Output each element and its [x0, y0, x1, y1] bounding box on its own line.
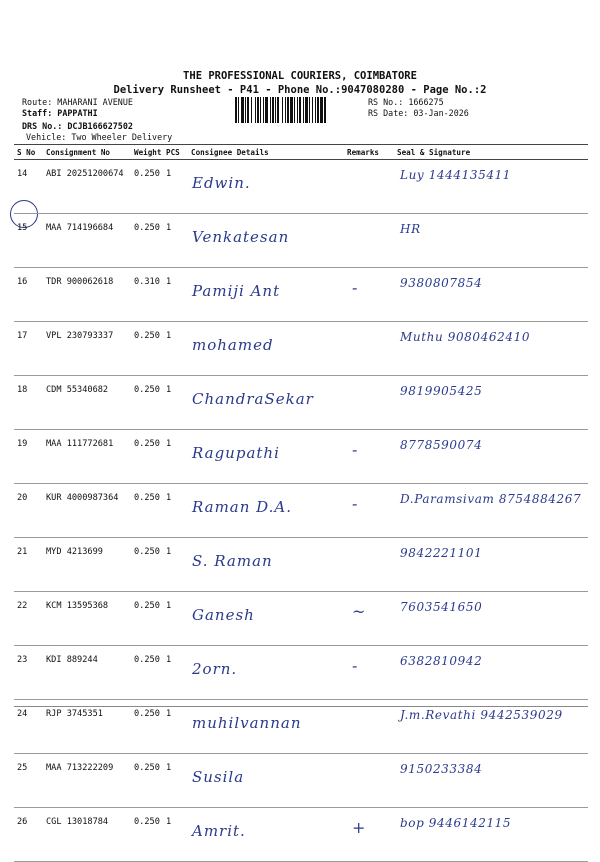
- row-consignment-no: KDI 889244: [43, 646, 131, 700]
- row-consignee-handwritten: S. Raman: [192, 552, 273, 570]
- table-row: [14, 376, 588, 430]
- vehicle-text: Vehicle: Two Wheeler Delivery: [26, 132, 173, 142]
- row-consignee-handwritten: Amrit.: [192, 822, 246, 840]
- row-sno: 25: [14, 754, 43, 808]
- row-pcs: 1: [163, 268, 188, 322]
- sheet-title: Delivery Runsheet - P41 - Phone No.:9047080280 - Page No.:2: [113, 84, 487, 96]
- staff-text: Staff: PAPPATHI: [22, 108, 98, 118]
- table-row: [14, 808, 588, 862]
- barcode: [235, 97, 363, 123]
- row-pcs: 1: [163, 754, 188, 808]
- row-consignee-handwritten: Venkatesan: [192, 228, 290, 246]
- runsheet-table: [14, 144, 588, 862]
- table-row: [14, 484, 588, 538]
- row-pcs: 1: [163, 322, 188, 376]
- row-consignee-handwritten: Raman D.A.: [192, 498, 293, 516]
- row-sno: 17: [14, 322, 43, 376]
- table-row: [14, 754, 588, 808]
- row-signature: 9842221101: [400, 546, 483, 560]
- col-consignee: Consignee Details: [188, 145, 344, 160]
- row-sno: 18: [14, 376, 43, 430]
- row-weight: 0.310: [131, 268, 163, 322]
- row-signature: 9380807854: [400, 276, 483, 290]
- row-remarks: -: [352, 656, 358, 675]
- row-pcs: 1: [163, 538, 188, 592]
- table-row: [14, 646, 588, 700]
- row-consignee-handwritten: 2orn.: [192, 660, 238, 678]
- col-remarks: Remarks: [344, 145, 394, 160]
- col-consignment: Consignment No: [43, 145, 131, 160]
- row-sno: 14: [14, 160, 43, 214]
- row-consignment-no: KCM 13595368: [43, 592, 131, 646]
- row-sno: 20: [14, 484, 43, 538]
- row-consignee-handwritten: Ragupathi: [192, 444, 280, 462]
- row-pcs: 1: [163, 214, 188, 268]
- row-remarks: ~: [352, 602, 366, 621]
- row-signature: 8778590074: [400, 438, 483, 452]
- row-pcs: 1: [163, 646, 188, 700]
- row-weight: 0.250: [131, 754, 163, 808]
- row-consignment-no: RJP 3745351: [43, 700, 131, 754]
- row-consignment-no: MYD 4213699: [43, 538, 131, 592]
- row-pcs: 1: [163, 160, 188, 214]
- row-remarks: -: [352, 278, 358, 297]
- row-signature: Luy 1444135411: [400, 168, 512, 182]
- row-consignee-handwritten: Ganesh: [192, 606, 255, 624]
- row-weight: 0.250: [131, 430, 163, 484]
- row-consignment-no: MAA 714196684: [43, 214, 131, 268]
- row-consignment-no: MAA 111772681: [43, 430, 131, 484]
- row-remarks: -: [352, 494, 358, 513]
- row-sno: 19: [14, 430, 43, 484]
- row-sno: 26: [14, 808, 43, 862]
- drs-number: DRS No.: DCJB166627502: [22, 121, 133, 131]
- row-weight: 0.250: [131, 322, 163, 376]
- row-consignee-handwritten: Pamiji Ant: [192, 282, 281, 300]
- row-consignment-no: VPL 230793337: [43, 322, 131, 376]
- row-signature: bop 9446142115: [400, 816, 512, 830]
- row-signature: HR: [400, 222, 421, 236]
- row-signature: 9150233384: [400, 762, 483, 776]
- row-pcs: 1: [163, 430, 188, 484]
- row-pcs: 1: [163, 376, 188, 430]
- row-weight: 0.250: [131, 538, 163, 592]
- row-signature: 6382810942: [400, 654, 483, 668]
- row-weight: 0.250: [131, 214, 163, 268]
- row-pcs: 1: [163, 700, 188, 754]
- table-row: [14, 214, 588, 268]
- row-weight: 0.250: [131, 376, 163, 430]
- row-consignee-handwritten: mohamed: [192, 336, 274, 354]
- table-row: [14, 268, 588, 322]
- table-row: [14, 322, 588, 376]
- rs-number: RS No.: 1666275: [368, 97, 444, 107]
- row-weight: 0.250: [131, 700, 163, 754]
- table-bottom-rule: [14, 706, 588, 707]
- row-remarks: +: [352, 818, 366, 837]
- table-header: [14, 145, 588, 160]
- col-sno: S No: [14, 145, 43, 160]
- row-weight: 0.250: [131, 808, 163, 862]
- row-pcs: 1: [163, 592, 188, 646]
- table-row: [14, 160, 588, 214]
- row-consignment-no: TDR 900062618: [43, 268, 131, 322]
- row-weight: 0.250: [131, 484, 163, 538]
- table-row: [14, 700, 588, 754]
- row-signature: D.Paramsivam 8754884267: [400, 492, 582, 506]
- row-consignment-no: CDM 55340682: [43, 376, 131, 430]
- route-text: Route: MAHARANI AVENUE: [22, 97, 133, 107]
- row-consignment-no: MAA 713222209: [43, 754, 131, 808]
- row-sno: 24: [14, 700, 43, 754]
- row-weight: 0.250: [131, 160, 163, 214]
- row-consignee-handwritten: muhilvannan: [192, 714, 302, 732]
- row-consignment-no: KUR 4000987364: [43, 484, 131, 538]
- row-consignee-handwritten: Susila: [192, 768, 245, 786]
- col-pcs: PCS: [163, 145, 188, 160]
- table-row: [14, 592, 588, 646]
- row-consignee-handwritten: ChandraSekar: [192, 390, 314, 408]
- table-row: [14, 538, 588, 592]
- row-signature: Muthu 9080462410: [400, 330, 531, 344]
- row-signature: 7603541650: [400, 600, 483, 614]
- col-signature: Seal & Signature: [394, 145, 588, 160]
- row-consignee-handwritten: Edwin.: [192, 174, 251, 192]
- row-signature: 9819905425: [400, 384, 483, 398]
- row-consignment-no: CGL 13018784: [43, 808, 131, 862]
- row-sno: 16: [14, 268, 43, 322]
- row-pcs: 1: [163, 808, 188, 862]
- row-weight: 0.250: [131, 592, 163, 646]
- col-weight: Weight: [131, 145, 163, 160]
- row-sno: 21: [14, 538, 43, 592]
- row-sno: 15: [14, 214, 43, 268]
- row-weight: 0.250: [131, 646, 163, 700]
- row-consignment-no: ABI 20251200674: [43, 160, 131, 214]
- row-pcs: 1: [163, 484, 188, 538]
- row-sno: 22: [14, 592, 43, 646]
- rs-date: RS Date: 03-Jan-2026: [368, 108, 469, 118]
- row-remarks: -: [352, 440, 358, 459]
- table-row: [14, 430, 588, 484]
- row-signature: J.m.Revathi 9442539029: [400, 708, 563, 722]
- row-sno: 23: [14, 646, 43, 700]
- company-name: THE PROFESSIONAL COURIERS, COIMBATORE: [183, 70, 417, 82]
